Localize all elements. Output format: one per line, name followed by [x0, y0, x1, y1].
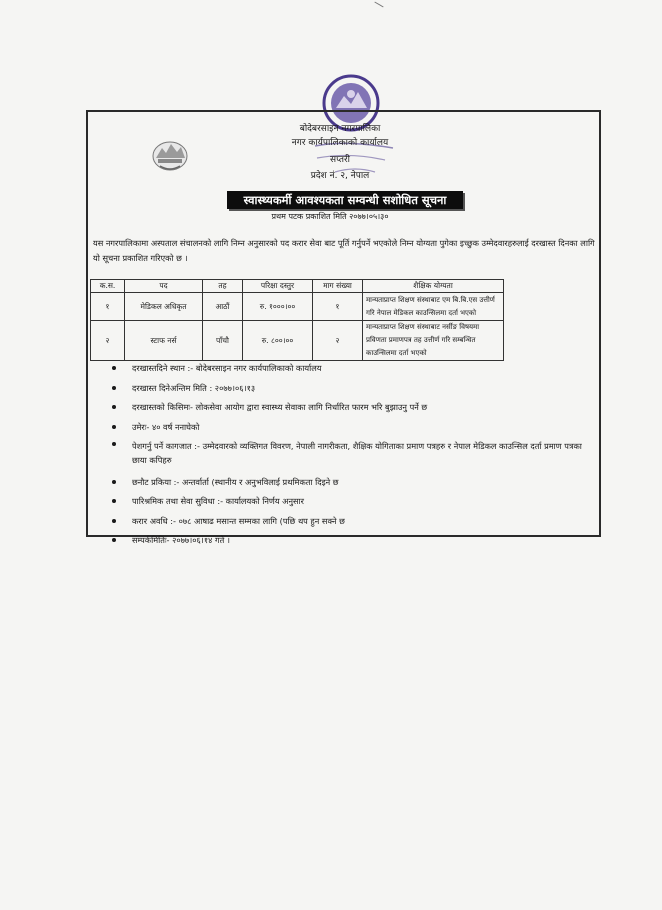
- table-cell: १: [313, 293, 363, 321]
- table-cell: २: [91, 321, 125, 361]
- list-item: छनौट प्रकिया :- अन्तर्वार्ता (स्थानीय र अनुभविलाई प्रथमिकता दिइने छ: [112, 477, 592, 487]
- column-header: क.स.: [91, 280, 125, 293]
- province-name: प्रदेश नं. २, नेपाल: [310, 171, 370, 181]
- column-header: परिक्षा दस्तुर: [243, 280, 313, 293]
- table-cell: २: [313, 321, 363, 361]
- column-header: शैक्षिक योग्यता: [363, 280, 504, 293]
- table-cell: आठौं: [203, 293, 243, 321]
- list-item: पारिश्रमिक तथा सेवा सुविधा :- कार्यालयको निर्णय अनुसार: [112, 496, 592, 506]
- intro-paragraph: यस नगरपालिकामा अस्पताल संचालनको लागि निम्न अनुसारको पद करार सेवा बाट पूर्ति गर्नुपर्ने भएकोले निम्न योग्यता पुगेका इच्छुक उम्मेदवारहरुलाई दरखास्त दिनका लागि यो सूचना प्रकाशित गरिएको छ ।: [93, 238, 595, 263]
- table-cell: मेडिकल अधिकृत: [125, 293, 203, 321]
- table-row: [91, 321, 504, 361]
- table-row: [91, 293, 504, 321]
- list-item: उमेरः- ४० वर्ष ननाघेको: [112, 422, 592, 432]
- table-cell: मान्यताप्राप्त शिक्षण संस्थाबाट एम बि.बि.एस उत्तीर्ण गरि नेपाल मेडिकल काउन्सिलमा दर्ता भएको: [363, 293, 504, 321]
- notice-subtitle: प्रथम पटक प्रकाशित मिति २०७७।०५।३०: [271, 212, 389, 221]
- list-item: सम्पर्कमितिः- २०७७।०६।१४ गते ।: [112, 535, 592, 545]
- list-item: पेशगर्नु पर्ने कागजात :- उम्मेदवारको व्यक्तिगत विवरण, नेपाली नागरीकता, शैक्षिक योगिताका प्रमाण पत्रहरु र नेपाल मेडिकल काउन्सिल दर्ता प्रमाण पत्रका छाया कपिहरु: [112, 439, 592, 467]
- notice-details-list: [112, 363, 592, 555]
- table-cell: स्टाफ नर्स: [125, 321, 203, 361]
- notice-title: स्वास्थ्यकर्मी आवश्यकता सम्वन्धी सशोधित सूचना: [227, 191, 463, 209]
- column-header: तह: [203, 280, 243, 293]
- table-header-row: [91, 280, 504, 293]
- office-name: नगर कार्यपालिकाको कार्यालय: [291, 138, 389, 148]
- table-cell: रु. ८००।००: [243, 321, 313, 361]
- list-item: दरखास्तको किसिमः- लोकसेवा आयोग द्वारा स्वास्थ्य सेवाका लागि निर्धारित फारम भरि बुझाउनु पर्ने छ: [112, 402, 592, 412]
- table-cell: पाँचौ: [203, 321, 243, 361]
- table-cell: मान्यताप्राप्त शिक्षण संस्थाबाट नर्सीङ विषयमा प्रविणता प्रमाणपत्र तह उत्तीर्ण गरि सम्बन्धित काउन्सिलमा दर्ता भएको: [363, 321, 504, 361]
- district-name: सप्तरी: [330, 155, 350, 165]
- municipality-name: बोदेबरसाइन नगरपालिका: [299, 124, 381, 134]
- table-cell: १: [91, 293, 125, 321]
- list-item: दरखास्तदिने स्थान :- बोदेबरसाइन नगर कार्यपालिकाको कार्यालय: [112, 363, 592, 373]
- list-item: करार अवधि :- ०७८ आषाढ मसान्त सम्मका लागि (पछि थप हुन सक्ने छ: [112, 516, 592, 526]
- column-header: पद: [125, 280, 203, 293]
- column-header: माग संख्या: [313, 280, 363, 293]
- vacancy-table: [90, 279, 504, 361]
- scan-mark: [374, 2, 383, 8]
- table-cell: रु. १०००।००: [243, 293, 313, 321]
- list-item: दरखास्त दिनेअन्तिम मिति : २०७७।०६।१३: [112, 383, 592, 393]
